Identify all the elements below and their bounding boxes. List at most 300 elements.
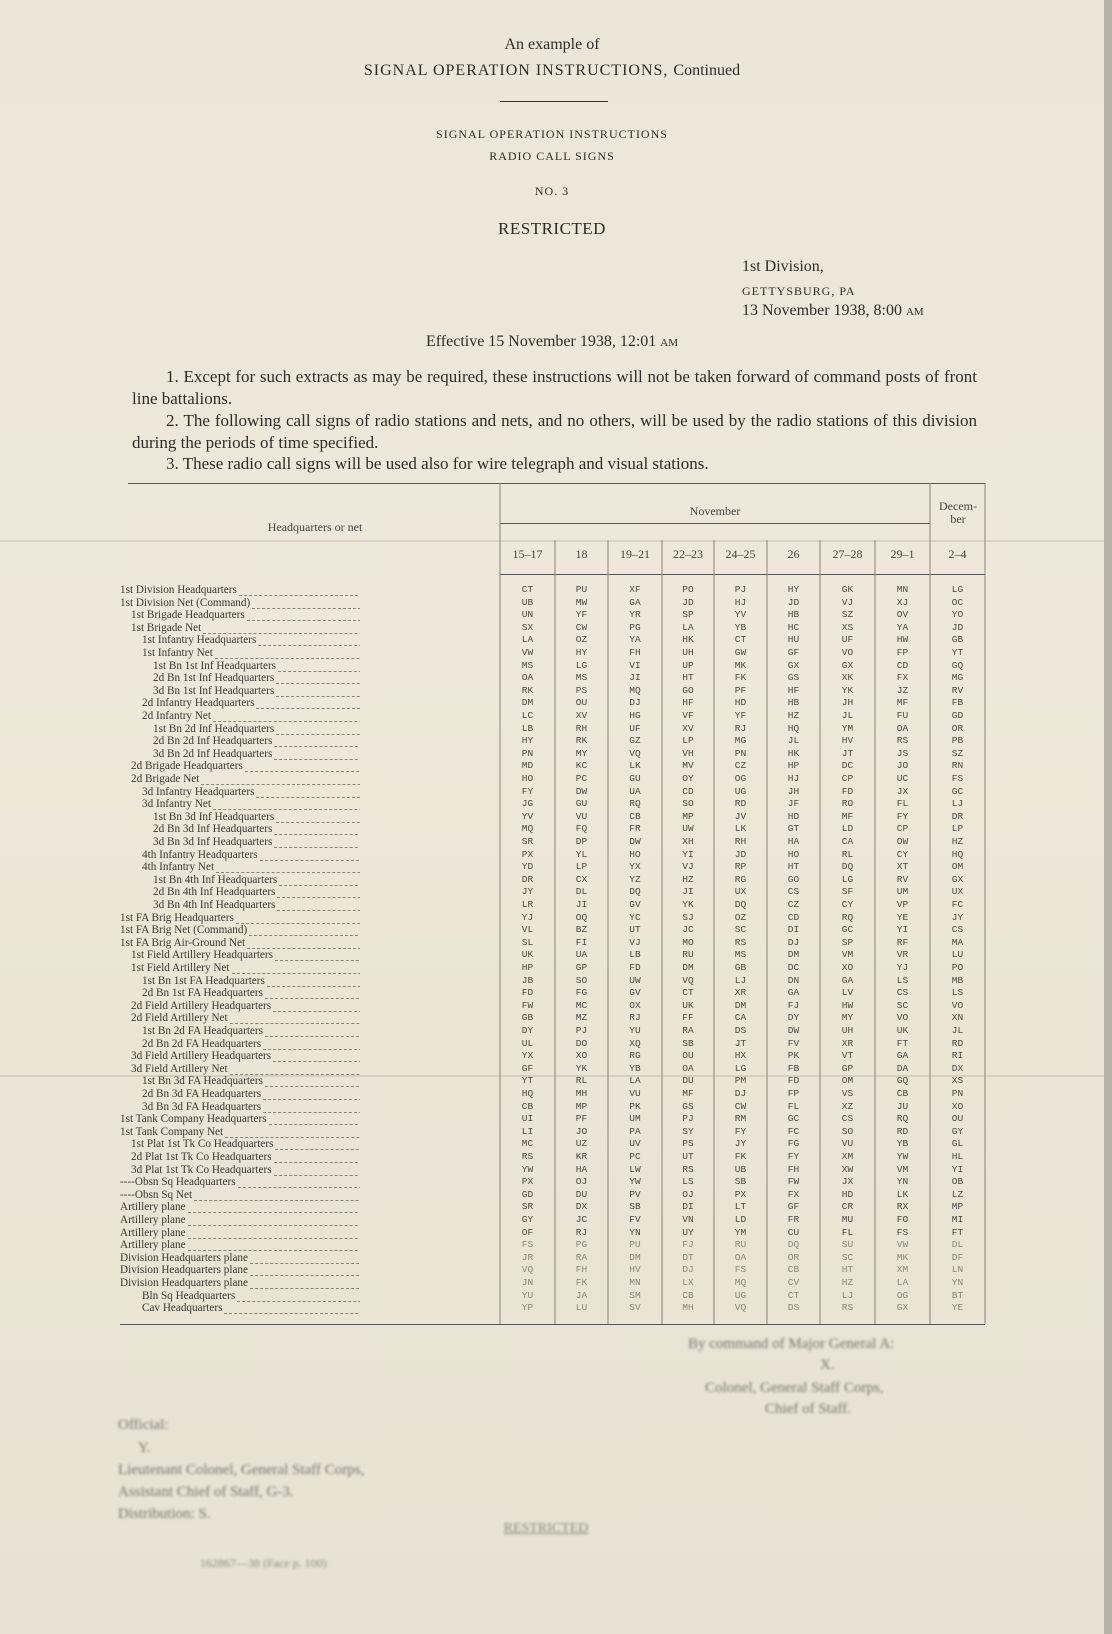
header-intro: An example of [504,36,600,53]
call-sign-cell: SU [841,1239,854,1251]
call-sign-cell: RL [575,1075,588,1087]
call-sign-cell: XR [841,1037,854,1049]
row-label-text: ----Obsn Sq Net [120,1188,193,1201]
call-sign-cell: XN [951,1012,964,1024]
col-header-name: Headquarters or net [267,520,363,534]
call-sign-cell: HL [951,1151,964,1162]
call-sign-cell: CA [841,836,854,847]
call-sign-cell: HJ [787,773,800,784]
call-sign-cell: KC [575,760,588,772]
call-sign-cell: PG [629,621,641,633]
call-sign-cell: SC [734,924,747,936]
call-sign-cell: CB [896,1088,909,1099]
call-sign-cell: YJ [896,962,909,973]
call-sign-cell: UG [734,1289,747,1301]
call-sign-cell: FC [951,899,964,910]
call-sign-cell: HZ [841,1277,854,1288]
leader-dots [203,624,360,634]
leader-dots [273,1002,360,1012]
call-sign-cell: LB [629,949,641,961]
leader-dots [269,1115,360,1125]
call-sign-cell: PS [575,684,588,696]
call-sign-cell: SR [521,1201,534,1213]
call-sign-cell: PC [629,1151,641,1162]
leader-dots [265,1077,360,1087]
call-sign-cell: HA [787,836,800,847]
call-sign-cell: SB [629,1201,641,1213]
row-label [131,1138,360,1150]
call-sign-cell: PK [787,1050,800,1062]
call-sign-cell: OF [521,1226,534,1238]
call-sign-cell: CV [787,1277,800,1288]
row-label-text: 1st Bn 4th Inf Headquarters [153,873,278,886]
call-sign-cell: VJ [841,596,854,608]
call-sign-cell: FP [896,647,909,658]
call-sign-cell: XK [841,672,854,684]
call-sign-cell: LK [896,1188,909,1200]
row-label [120,1113,360,1125]
call-sign-cell: FK [734,672,747,684]
call-sign-cell: LA [896,1277,909,1288]
call-sign-cell: HY [575,647,588,658]
leader-dots [276,674,360,684]
call-sign-cell: YE [896,911,909,923]
call-sign-cell: OA [682,1062,694,1074]
call-sign-cell: VP [896,899,909,910]
call-sign-cell: LS [896,974,909,986]
row-label [142,987,360,999]
row-label-text: 1st Bn 2d FA Headquarters [142,1025,263,1037]
call-sign-cell: MU [841,1214,854,1225]
row-label [131,1164,360,1176]
call-sign-cell: OG [734,773,747,784]
call-sign-cell: DC [787,962,800,973]
group-header-december: Decem- ber [939,499,977,526]
call-sign-cell: HV [629,1264,641,1276]
call-sign-cell: JS [896,747,909,759]
call-sign-cell: PK [629,1100,641,1112]
row-label-text: 2d Bn 3d FA Headquarters [142,1088,262,1100]
call-sign-cell: YK [841,684,854,696]
call-sign-cell: CR [841,1201,854,1213]
call-sign-cell: SO [841,1125,854,1137]
call-sign-cell: DA [896,1062,909,1074]
call-sign-cell: FS [896,1226,909,1238]
call-sign-cell: MG [951,672,964,684]
call-sign-cell: XF [629,584,641,595]
row-label-text: 2d Bn 4th Inf Headquarters [153,886,276,899]
row-label-text: 2d Infantry Net [142,710,211,722]
call-sign-cell: LZ [951,1188,964,1200]
row-label-text: 2d Brigade Net [131,773,200,785]
call-sign-cell: DT [682,1251,694,1263]
call-sign-cell: LU [951,949,964,961]
call-sign-cell: OR [787,1251,800,1263]
call-sign-cell: GO [787,873,800,885]
group-header-november: November [689,504,741,518]
call-sign-cell: SY [682,1125,694,1137]
row-label [120,1176,360,1188]
call-sign-cell: MQ [521,823,534,835]
call-sign-cell: YA [896,621,909,633]
call-sign-cell: PX [734,1188,747,1200]
call-sign-cell: HZ [682,873,694,885]
call-sign-cell: FR [787,1214,800,1225]
call-sign-cell: HB [787,609,800,621]
call-sign-cell: MI [951,1214,964,1225]
leader-dots [194,1191,360,1201]
call-sign-cell: HK [787,747,800,759]
row-label-text: 1st Bn 1st Inf Headquarters [153,659,277,672]
call-sign-cell: FL [896,798,909,810]
paragraph-3: 3. These radio call signs will be used also for wire telegraph and visual stations. [166,454,709,473]
leader-dots [263,1090,360,1100]
leader-dots [213,800,360,810]
call-sign-cell: HO [787,848,800,860]
call-sign-cell: UL [521,1037,534,1049]
call-sign-cell: JI [629,672,641,684]
call-sign-cell: MP [951,1201,964,1213]
signature-name: X. [820,1357,835,1373]
row-label [153,735,360,747]
call-sign-cell: YT [951,647,964,658]
row-label-text: 2d Bn 2d FA Headquarters [142,1037,262,1050]
call-sign-cell: DS [787,1302,800,1314]
call-sign-cell: CP [896,823,909,835]
call-sign-cell: DX [575,1201,588,1213]
call-sign-cell: PN [734,747,747,759]
call-sign-cell: MB [951,974,964,986]
call-sign-cell: DL [951,1239,964,1251]
row-label-text: 1st Division Headquarters [120,584,237,596]
leader-dots [274,825,360,835]
row-label-text: Division Headquarters plane [120,1251,248,1264]
row-label-text: 3d Bn 3d Inf Headquarters [153,836,273,848]
document-number: NO. 3 [534,184,570,198]
call-sign-cell: PX [521,1176,534,1188]
call-sign-cell: CS [841,1113,854,1125]
call-sign-cell: VQ [629,747,641,759]
call-sign-cell: RS [841,1302,854,1314]
call-sign-cell: DF [951,1251,964,1263]
row-label-text: 1st Tank Company Net [120,1125,224,1138]
row-label [153,723,360,735]
call-sign-cell: YO [951,609,964,621]
period-header: 19–21 [620,547,650,561]
call-sign-cell: VJ [629,936,641,948]
print-imprint: 162867—38 (Face p. 100) [200,1556,327,1570]
call-sign-cell: RD [734,798,747,810]
call-sign-cell: LD [841,823,854,835]
call-sign-cell: CW [734,1100,747,1112]
call-sign-cell: LA [682,621,694,633]
call-sign-cell: MF [896,697,909,709]
leader-dots [247,939,360,949]
call-sign-cell: UT [629,924,641,936]
row-label [120,597,360,609]
call-sign-cell: VQ [682,974,694,986]
row-label [120,924,360,936]
call-sign-cell: PA [629,1125,641,1137]
classification-bottom: RESTRICTED [503,1521,589,1536]
call-sign-cell: OR [951,722,964,734]
distribution: Distribution: S. [118,1506,211,1522]
call-sign-cell: DY [521,1025,534,1036]
row-label [131,773,360,785]
call-sign-cell: RM [734,1113,747,1125]
call-sign-cell: OZ [575,634,588,646]
call-sign-cell: DL [575,886,588,898]
call-sign-cell: CX [575,873,588,885]
call-sign-cell: RK [575,735,588,747]
leader-dots [256,699,360,709]
call-sign-cell: MV [682,760,694,772]
call-sign-cell: YN [629,1226,641,1238]
call-sign-cell: FB [951,697,964,709]
call-sign-cell: JF [787,798,800,810]
call-sign-cell: XV [575,710,588,721]
call-sign-cell: RU [734,1239,747,1251]
call-sign-cell: PG [575,1239,588,1251]
call-sign-cell: JH [787,785,800,797]
call-sign-cell: MK [734,659,747,671]
call-sign-cell: FY [787,1151,800,1162]
row-label [142,697,360,709]
leader-dots [232,964,360,974]
row-label-text: 3d Bn 1st Inf Headquarters [153,684,275,697]
call-sign-cell: DJ [734,1088,747,1099]
leader-dots [201,775,360,785]
call-sign-cell: RG [734,873,747,885]
call-sign-cell: RS [896,735,909,747]
call-sign-cell: DJ [682,1264,694,1276]
call-sign-cell: YJ [521,911,534,923]
call-sign-cell: RS [682,1163,694,1175]
call-sign-cell: OB [951,1176,964,1188]
call-sign-cell: GC [787,1113,800,1125]
call-sign-cell: XS [841,621,854,633]
row-label [142,1290,360,1302]
call-sign-cell: HQ [521,1088,534,1099]
row-label-text: 1st Infantry Net [142,647,213,659]
call-sign-cell: CD [682,785,694,797]
call-sign-cell: YP [521,1302,534,1314]
row-label [131,1063,360,1075]
row-label-text: 3d Field Artillery Net [131,1062,228,1075]
call-sign-cell: GU [629,773,641,784]
call-sign-cell: UB [521,596,534,608]
call-sign-cell: OA [896,722,909,734]
call-sign-cell: UP [682,659,694,671]
call-sign-cell: GD [521,1188,534,1200]
leader-dots [278,662,360,672]
call-sign-cell: SP [682,609,694,621]
call-sign-cell: YM [841,722,854,734]
call-sign-cell: GB [951,634,964,646]
call-sign-cell: FY [896,810,909,822]
row-label-text: 1st Bn 3d Inf Headquarters [153,810,275,823]
call-sign-cell: SR [521,836,534,847]
call-sign-cell: OU [951,1113,964,1125]
call-sign-cell: YB [734,621,747,633]
call-sign-cell: VL [521,924,534,936]
call-sign-cell: FD [841,785,854,797]
row-label-text: 2d Brigade Headquarters [131,760,243,773]
leader-dots [188,1241,360,1251]
call-sign-cell: CB [521,1100,534,1112]
leader-dots [239,586,360,596]
leader-dots [277,901,360,911]
call-sign-cell: RH [575,722,588,734]
call-sign-cell: GP [575,962,588,973]
call-sign-cell: JG [521,798,534,810]
call-sign-cell: VR [896,949,909,961]
call-sign-cell: HD [734,697,747,709]
call-sign-cell: GD [951,710,964,721]
row-label-text: 2d Plat 1st Tk Co Headquarters [131,1151,272,1163]
call-sign-cell: LS [682,1176,694,1188]
leader-dots [245,762,360,772]
call-sign-cell: VU [841,1138,854,1150]
leader-dots [263,1040,360,1050]
call-sign-cell: UC [896,773,909,784]
row-label-text: 1st Brigade Headquarters [131,609,245,622]
row-label-text: Artillery plane [120,1201,186,1214]
signature-title: Colonel, General Staff Corps, [705,1380,884,1396]
row-label [142,1025,360,1037]
call-sign-cell: OG [896,1289,909,1301]
leader-dots [230,1065,360,1075]
call-sign-cell: JL [951,1025,964,1036]
call-sign-cell: UT [682,1151,694,1162]
call-sign-cell: YM [734,1226,747,1238]
call-sign-cell: FH [629,647,641,658]
official-title: Lieutenant Colonel, General Staff Corps, [118,1462,365,1478]
origin-datetime: 13 November 1938, 8:00 AM [742,302,924,319]
header-title: SIGNAL OPERATION INSTRUCTIONS, Continued [363,62,741,79]
call-sign-cell: DU [575,1188,588,1200]
call-sign-cell: RP [734,861,747,873]
call-sign-cell: MD [521,760,534,772]
call-sign-cell: UZ [575,1138,588,1150]
call-sign-cell: GV [629,899,641,910]
call-sign-cell: SB [682,1037,694,1049]
sub-title: SIGNAL OPERATION INSTRUCTIONS [436,127,668,141]
row-label [142,710,360,722]
call-sign-cell: JD [734,848,747,860]
call-sign-cell: CD [896,659,909,671]
call-sign-cell: UI [521,1113,534,1125]
call-sign-cell: VQ [521,1264,534,1276]
call-sign-cell: OU [575,697,588,709]
call-sign-cell: CB [682,1289,694,1301]
call-sign-cell: CU [787,1226,800,1238]
call-sign-cell: BT [951,1289,964,1301]
call-sign-cell: HC [787,621,800,633]
call-sign-cell: GO [682,684,694,696]
call-sign-cell: CB [629,810,641,822]
call-sign-cell: MQ [629,684,641,696]
call-sign-cell: OM [951,861,964,873]
call-sign-cell: DJ [629,697,641,709]
call-sign-cell: DI [787,924,800,936]
call-sign-cell: YC [629,911,641,923]
call-sign-cell: YZ [629,873,641,885]
call-sign-cell: FV [787,1037,800,1049]
leader-dots [279,876,360,886]
call-sign-cell: YB [896,1138,909,1150]
call-sign-cell: UB [734,1163,747,1175]
call-sign-cell: YU [521,1289,534,1301]
call-sign-cell: JL [787,735,800,747]
call-sign-cell: YW [629,1176,641,1188]
call-sign-cell: PU [629,1239,641,1251]
row-label-text: 3d Field Artillery Headquarters [131,1050,272,1063]
call-sign-cell: LU [575,1302,588,1314]
call-sign-cell: HP [787,760,800,772]
classification-top: RESTRICTED [498,219,606,238]
call-sign-cell: BZ [575,924,588,936]
call-sign-cell: MN [896,584,909,595]
call-sign-cell: RD [896,1125,909,1137]
call-sign-cell: CZ [787,899,800,910]
call-sign-cell: LA [629,1075,641,1087]
call-sign-cell: UM [896,886,909,898]
call-sign-cell: JD [787,596,800,608]
call-sign-cell: DO [575,1037,588,1049]
row-label-text: 2d Infantry Headquarters [142,697,255,710]
origin-unit: 1st Division, [742,258,824,275]
call-sign-cell: YI [896,924,909,936]
call-sign-cell: GF [787,1201,800,1213]
call-sign-cell: VQ [734,1302,747,1314]
call-sign-cell: SZ [951,747,964,759]
call-sign-cell: FK [575,1277,588,1288]
leader-dots [274,838,360,848]
row-label-text: 1st Plat 1st Tk Co Headquarters [131,1138,274,1151]
call-sign-cell: DI [682,1201,694,1213]
call-sign-cell: UF [841,634,854,646]
call-sign-cell: FV [629,1214,641,1225]
call-sign-cell: LJ [951,798,964,810]
leader-dots [265,1027,360,1037]
call-sign-cell: VO [896,1012,909,1024]
call-sign-cell: FR [629,823,641,835]
leader-dots [274,750,360,760]
call-sign-cell: HA [575,1163,588,1175]
call-sign-cell: VU [629,1088,641,1099]
call-sign-cell: MA [951,936,964,948]
call-sign-cell: DN [787,974,800,986]
row-label-text: 1st FA Brig Air-Ground Net [120,936,246,949]
row-label [153,886,360,898]
row-label [120,584,360,596]
row-label [120,1189,360,1201]
leader-dots [213,712,360,722]
call-sign-cell: HQ [951,848,964,860]
leader-dots [276,725,360,735]
call-sign-cell: JD [951,621,964,633]
call-sign-cell: GF [787,647,800,658]
call-sign-cell: JX [896,785,909,797]
call-sign-cell: PO [682,584,694,595]
call-sign-cell: RA [682,1025,694,1036]
call-sign-cell: LD [734,1214,747,1225]
call-sign-cell: PO [951,962,964,973]
call-sign-cell: VW [521,647,534,658]
call-sign-cell: OX [629,999,641,1011]
leader-dots [258,636,360,646]
